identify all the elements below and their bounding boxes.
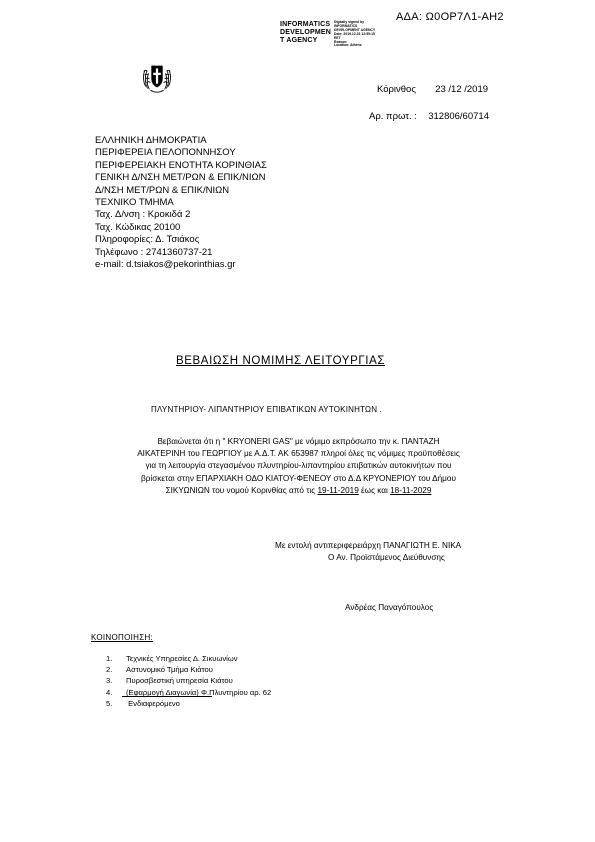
body-line: βρίσκεται στην ΕΠΑΡΧΙΑΚΗ ΟΔΟ ΚΙΑΤΟΥ-ΦΕΝΕΟΥ στο Δ.Δ ΚΡΥΟΝΕΡΙΟΥ του Δήμου	[141, 473, 456, 483]
body-line: Βεβαιώνεται ότι η " KRYONERI GAS" με νόμιμο εκπρόσωπο την κ. ΠΑΝΤΑΖΗ	[157, 437, 440, 446]
signer-name: Ανδρέας Παναγόπουλος	[345, 603, 434, 612]
valid-to-date: 18-11-2029	[390, 485, 432, 495]
list-item: 2. Αστυνομικό Τμήμα Κιάτου	[106, 665, 213, 675]
place: Κόρινθος	[377, 84, 416, 95]
cc-heading: ΚΟΙΝΟΠΟΙΗΣΗ:	[91, 633, 154, 642]
sender-line: Πληροφορίες: Δ. Τσιάκος	[95, 234, 200, 246]
protocol-value: 312806/60714	[428, 111, 489, 122]
list-item: 1. Τεχνικές Υπηρεσίες Δ. Σικυωνίων	[106, 654, 238, 663]
signature-stamp-agency: INFORMATICS DEVELOPMEN T AGENCY	[280, 21, 332, 44]
document-title: ΒΕΒΑΙΩΣΗ ΝΟΜΙΜΗΣ ΛΕΙΤΟΥΡΓΙΑΣ	[176, 355, 386, 367]
sender-line: Δ/ΝΣΗ ΜΕΤ/ΡΩΝ & ΕΠΙΚ/ΝΙΩΝ	[95, 184, 230, 196]
sender-line: Τηλέφωνο : 2741360737-21	[95, 246, 213, 258]
protocol-number	[369, 111, 489, 122]
cc-list	[106, 653, 271, 709]
sender-line: ΓΕΝΙΚΗ Δ/ΝΣΗ ΜΕΤ/ΡΩΝ & ΕΠΙΚ/ΝΙΩΝ	[95, 172, 266, 184]
list-item: 3. Πυροσβεστική υπηρεσία Κιάτου	[106, 676, 233, 686]
sender-line: Ταχ. Δ/νση : Κροκιδά 2	[95, 209, 191, 221]
protocol-label: Αρ. πρωτ. :	[369, 111, 417, 122]
digital-signature-stamp	[280, 21, 375, 48]
sender-line: ΠΕΡΙΦΕΡΕΙΑΚΗ ΕΝΟΤΗΤΑ ΚΟΡΙΝΘΙΑΣ	[95, 159, 267, 171]
sender-email: e-mail: d.tsiakos@pekorinthias.gr	[95, 259, 236, 271]
sender-line: Ταχ. Κώδικας 20100	[95, 221, 181, 233]
sender-line: ΤΕΧΝΙΚΟ ΤΜΗΜΑ	[95, 197, 174, 209]
separator-line	[122, 696, 212, 697]
list-item: 4. (Εφαρμογή Διαγωνία) Φ.Πλυντηρίου αρ. 62	[106, 687, 272, 697]
sender-block	[95, 135, 267, 271]
signature-stamp-details: Digitally signed by INFORMATICS DEVELOPMENT AGENCY Date: 2019.12.23 12:55:15 EET Reason: Location: Athens	[334, 20, 376, 48]
document-subtitle: ΠΛΥΝΤΗΡΙΟΥ- ΛΙΠΑΝΤΗΡΙΟΥ ΕΠΙΒΑΤΙΚΩΝ ΑΥΤΟΚΙΝΗΤΩΝ .	[151, 405, 383, 414]
valid-from-date: 19-11-2019	[317, 485, 359, 495]
body-line: ΣΙΚΥΩΝΙΩΝ του νομού Κορινθίας από τις 19-11-2019 έως και 18-11-2029	[165, 485, 432, 495]
date: 23 /12 /2019	[435, 84, 489, 95]
body-line: για τη λειτουργία στεγασμένου πλυντηρίου-λιπαντηρίου επιβατικών αυτοκινήτων που	[145, 461, 452, 471]
ada-code: ΑΔΑ: Ω0ΟΡ7Λ1-ΑΗ2	[396, 11, 504, 23]
signature-role: Ο Αν. Προϊστάμενος Διεύθυνσης	[328, 553, 445, 562]
list-item: 5. Ενδιαφερόμενο	[106, 698, 180, 708]
signature-authority: Με εντολή αντιπεριφερειάρχη ΠΑΝΑΓΙΩΤΗ Ε. ΝΙΚΑ	[275, 541, 462, 550]
body-line: ΑΙΚΑΤΕΡΙΝΗ του ΓΕΩΡΓΙΟΥ με Α.Δ.Τ. ΑΚ 653987 πληροί όλες τις νόμιμες προϋποθέσεις	[137, 449, 460, 459]
place-and-date	[377, 84, 488, 95]
certificate-body	[91, 436, 506, 497]
sender-line: ΠΕΡΙΦΕΡΕΙΑ ΠΕΛΟΠΟΝΝΗΣΟΥ	[95, 147, 236, 159]
sender-line: ΕΛΛΗΝΙΚΗ ΔΗΜΟΚΡΑΤΙΑ	[95, 135, 207, 146]
greek-emblem-icon	[138, 58, 176, 96]
